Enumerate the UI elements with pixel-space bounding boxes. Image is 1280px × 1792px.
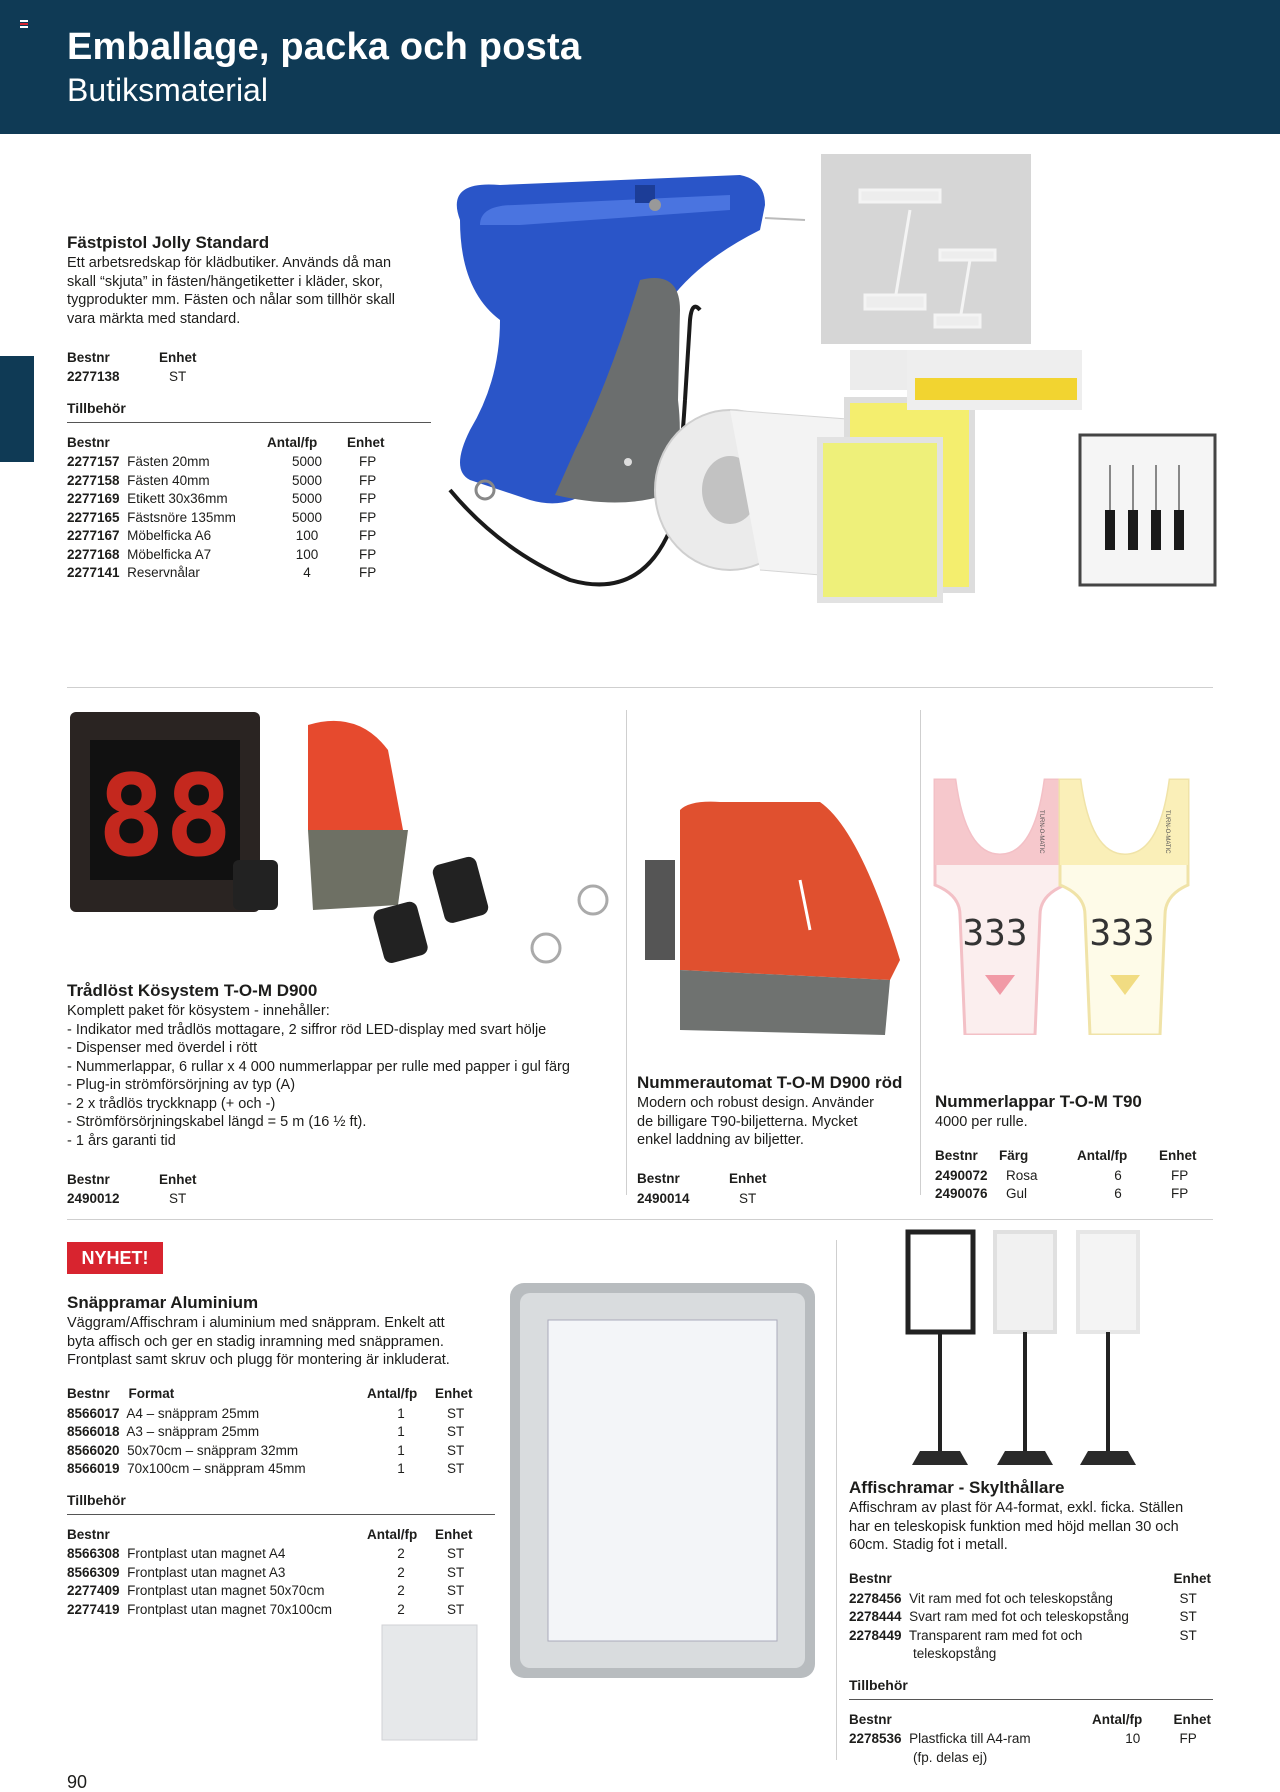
table-row: 2278444 Svart ram med fot och teleskopstång ST [849,1609,1197,1624]
product-description: Väggram/Affischram i aluminium med snäppram. Enkelt att byta affisch och ger en stadig inramning med snäppramen. Frontplast samt skruv och plugg för montering är inkluderat. [67,1315,450,1368]
order-table: Bestnr Enhet 2490012 ST [67,1170,207,1209]
table-row: 2490072 Rosa 6 FP [935,1167,1189,1183]
table-row: 8566019 70x100cm – snäppram 45mm 1 ST [67,1461,465,1476]
table-row: 2278456 Vit ram med fot och teleskopstång ST [849,1590,1197,1606]
table-row: 2277409 Frontplast utan magnet 50x70cm 2 ST [67,1583,465,1598]
accessories-table: Bestnr Antal/fp Enhet 2278536 Plastficka till A4-ram (fp. delas ej) 10 FP [849,1710,1211,1767]
queue-system-image [68,710,628,980]
accessories-heading: Tillbehör [67,1491,495,1516]
table-row: 2277168 Möbelficka A7 100 FP [67,546,377,562]
table-row: 2277419 Frontplast utan magnet 70x100cm 2 ST [67,1601,465,1617]
divider [67,687,1213,688]
svg-text:TURN-O-MATIC: TURN-O-MATIC [1038,810,1044,854]
product-ticket-dispenser [637,1073,907,1208]
accessories-table: Bestnr Antal/fp Enhet 2277157 Fästen 20mm 5000 FP 2277158 Fästen 40mm 5000 FP 2277169 Etikett 30x36mm 5000 FP 2277165 Fästsnöre 135mm 5000 FP 2277167 Möbelficka A6 100 FP 2277168 Möbelficka A7 100 FP 2277141 Reservnålar 4 FP [67,433,407,583]
flag-icon [20,20,28,28]
product-title: Fästpistol Jolly Standard [67,233,270,252]
display-digits: 88 [97,752,233,882]
divider [836,1240,837,1760]
side-tab [0,356,34,462]
order-table: Bestnr Enhet 2490014 ST [637,1170,777,1209]
table-row: 2277167 Möbelficka A6 100 FP [67,528,377,543]
order-table: Bestnr Enhet 2277138 ST [67,348,207,387]
table-row: 2490014 ST [637,1190,757,1206]
product-description: Affischram av plast för A4-format, exkl. ficka. Ställen har en teleskopisk funktion med höjd mellan 30 och 60cm. Stadig fot i metall. [849,1500,1184,1553]
table-row: 8566308 Frontplast utan magnet A4 2 ST [67,1546,465,1561]
page-header [0,0,1280,134]
tag-gun-image [440,150,1220,690]
ticket-image [930,775,1190,1035]
table-row: 2490012 ST [67,1191,187,1206]
table-row: 8566018 A3 – snäppram 25mm 1 ST [67,1424,465,1439]
sign-holder-image [900,1225,1160,1475]
table-row: 2277169 Etikett 30x36mm 5000 FP [67,491,377,506]
svg-text:TURN-O-MATIC: TURN-O-MATIC [1164,810,1170,854]
table-row: 2277157 Fästen 20mm 5000 FP [67,454,377,469]
page-title: Emballage, packa och posta [67,26,582,68]
divider [67,1219,1213,1220]
order-table: Bestnr Enhet 2278456 Vit ram med fot och teleskopstång ST 2278444 Svart ram med fot och teleskopstång ST 2278449 Transparent ram med fot och teleskopstång ST [849,1570,1211,1664]
table-row: 8566017 A4 – snäppram 25mm 1 ST [67,1405,465,1421]
product-title: Nummerlappar T-O-M T90 [935,1092,1142,1111]
product-title: Nummerautomat T-O-M D900 röd [637,1073,903,1092]
accessories-table: Bestnr Antal/fp Enhet 8566308 Frontplast utan magnet A4 2 ST 8566309 Frontplast utan magnet A3 2 ST 2277409 Frontplast utan magnet 50x70cm 2 ST 2277419 Frontplast utan magnet 70x100cm 2 ST [67,1525,487,1619]
table-row: 2278449 Transparent ram med fot och teleskopstång ST [849,1627,1197,1661]
product-title: Snäppramar Aluminium [67,1293,259,1312]
product-sign-holder [849,1478,1219,1767]
product-description: Ett arbetsredskap för klädbutiker. Används då man skall “skjuta” in fästen/hängetiketter i kläder, skor, tygprodukter mm. Fästen och nålar som tillhör skall vara märkta med standard. [67,255,395,327]
table-row: 2277138 ST [67,369,187,384]
snap-frame-image [380,1275,825,1745]
table-row: 8566309 Frontplast utan magnet A3 2 ST [67,1564,465,1580]
page-subtitle: Butiksmaterial [67,72,268,108]
order-table: Bestnr Format Antal/fp Enhet 8566017 A4 – snäppram 25mm 1 ST 8566018 A3 – snäppram 25mm 1 ST 8566020 50x70cm – snäppram 32mm 1 ST 8566019 70x100cm – snäppram 45mm 1 ST [67,1385,487,1479]
product-title: Trådlöst Kösystem T-O-M D900 [67,981,318,1000]
ticket-dispenser-image [640,790,910,1040]
divider [626,710,627,1195]
table-row: 8566020 50x70cm – snäppram 32mm 1 ST [67,1442,465,1458]
new-badge: NYHET! [67,1242,163,1274]
accessories-heading: Tillbehör [67,399,431,424]
divider [920,710,921,1195]
table-row: 2277141 Reservnålar 4 FP [67,565,377,580]
table-row: 2277165 Fästsnöre 135mm 5000 FP [67,509,377,525]
order-table: Bestnr Färg Antal/fp Enhet 2490072 Rosa 6 FP 2490076 Gul 6 FP [935,1147,1211,1204]
page-number: 90 [67,1772,88,1792]
table-row: 2277158 Fästen 40mm 5000 FP [67,472,377,488]
product-tickets [935,1092,1215,1204]
product-description: Modern och robust design. Använder de billigare T90-biljetterna. Mycket enkel laddning av biljetter. [637,1095,874,1148]
accessories-heading: Tillbehör [849,1676,1213,1701]
svg-text:333: 333 [1089,913,1155,954]
table-row: 2490076 Gul 6 FP [935,1186,1189,1201]
product-description: 4000 per rulle. [935,1114,1028,1130]
product-queue-system [67,981,627,1209]
svg-text:333: 333 [962,913,1028,954]
product-description: Komplett paket för kösystem - innehåller: - Indikator med trådlös mottagare, 2 siffror röd LED-display med svart hölje - Dispenser med överdel i rött - Nummerlappar, 6 rullar x 4 000 nummerlappar per rulle med papper i gul färg - Plug-in strömförsörjning av typ (A) - 2 x trådlös tryckknapp (+ och -) - Strömförsörjningskabel längd = 5 m (16 ½ ft). - 1 års garanti tid [67,1003,570,1149]
product-jolly [67,233,447,583]
table-row: 2278536 Plastficka till A4-ram (fp. delas ej) 10 FP [849,1731,1197,1765]
product-title: Affischramar - Skylthållare [849,1478,1065,1497]
